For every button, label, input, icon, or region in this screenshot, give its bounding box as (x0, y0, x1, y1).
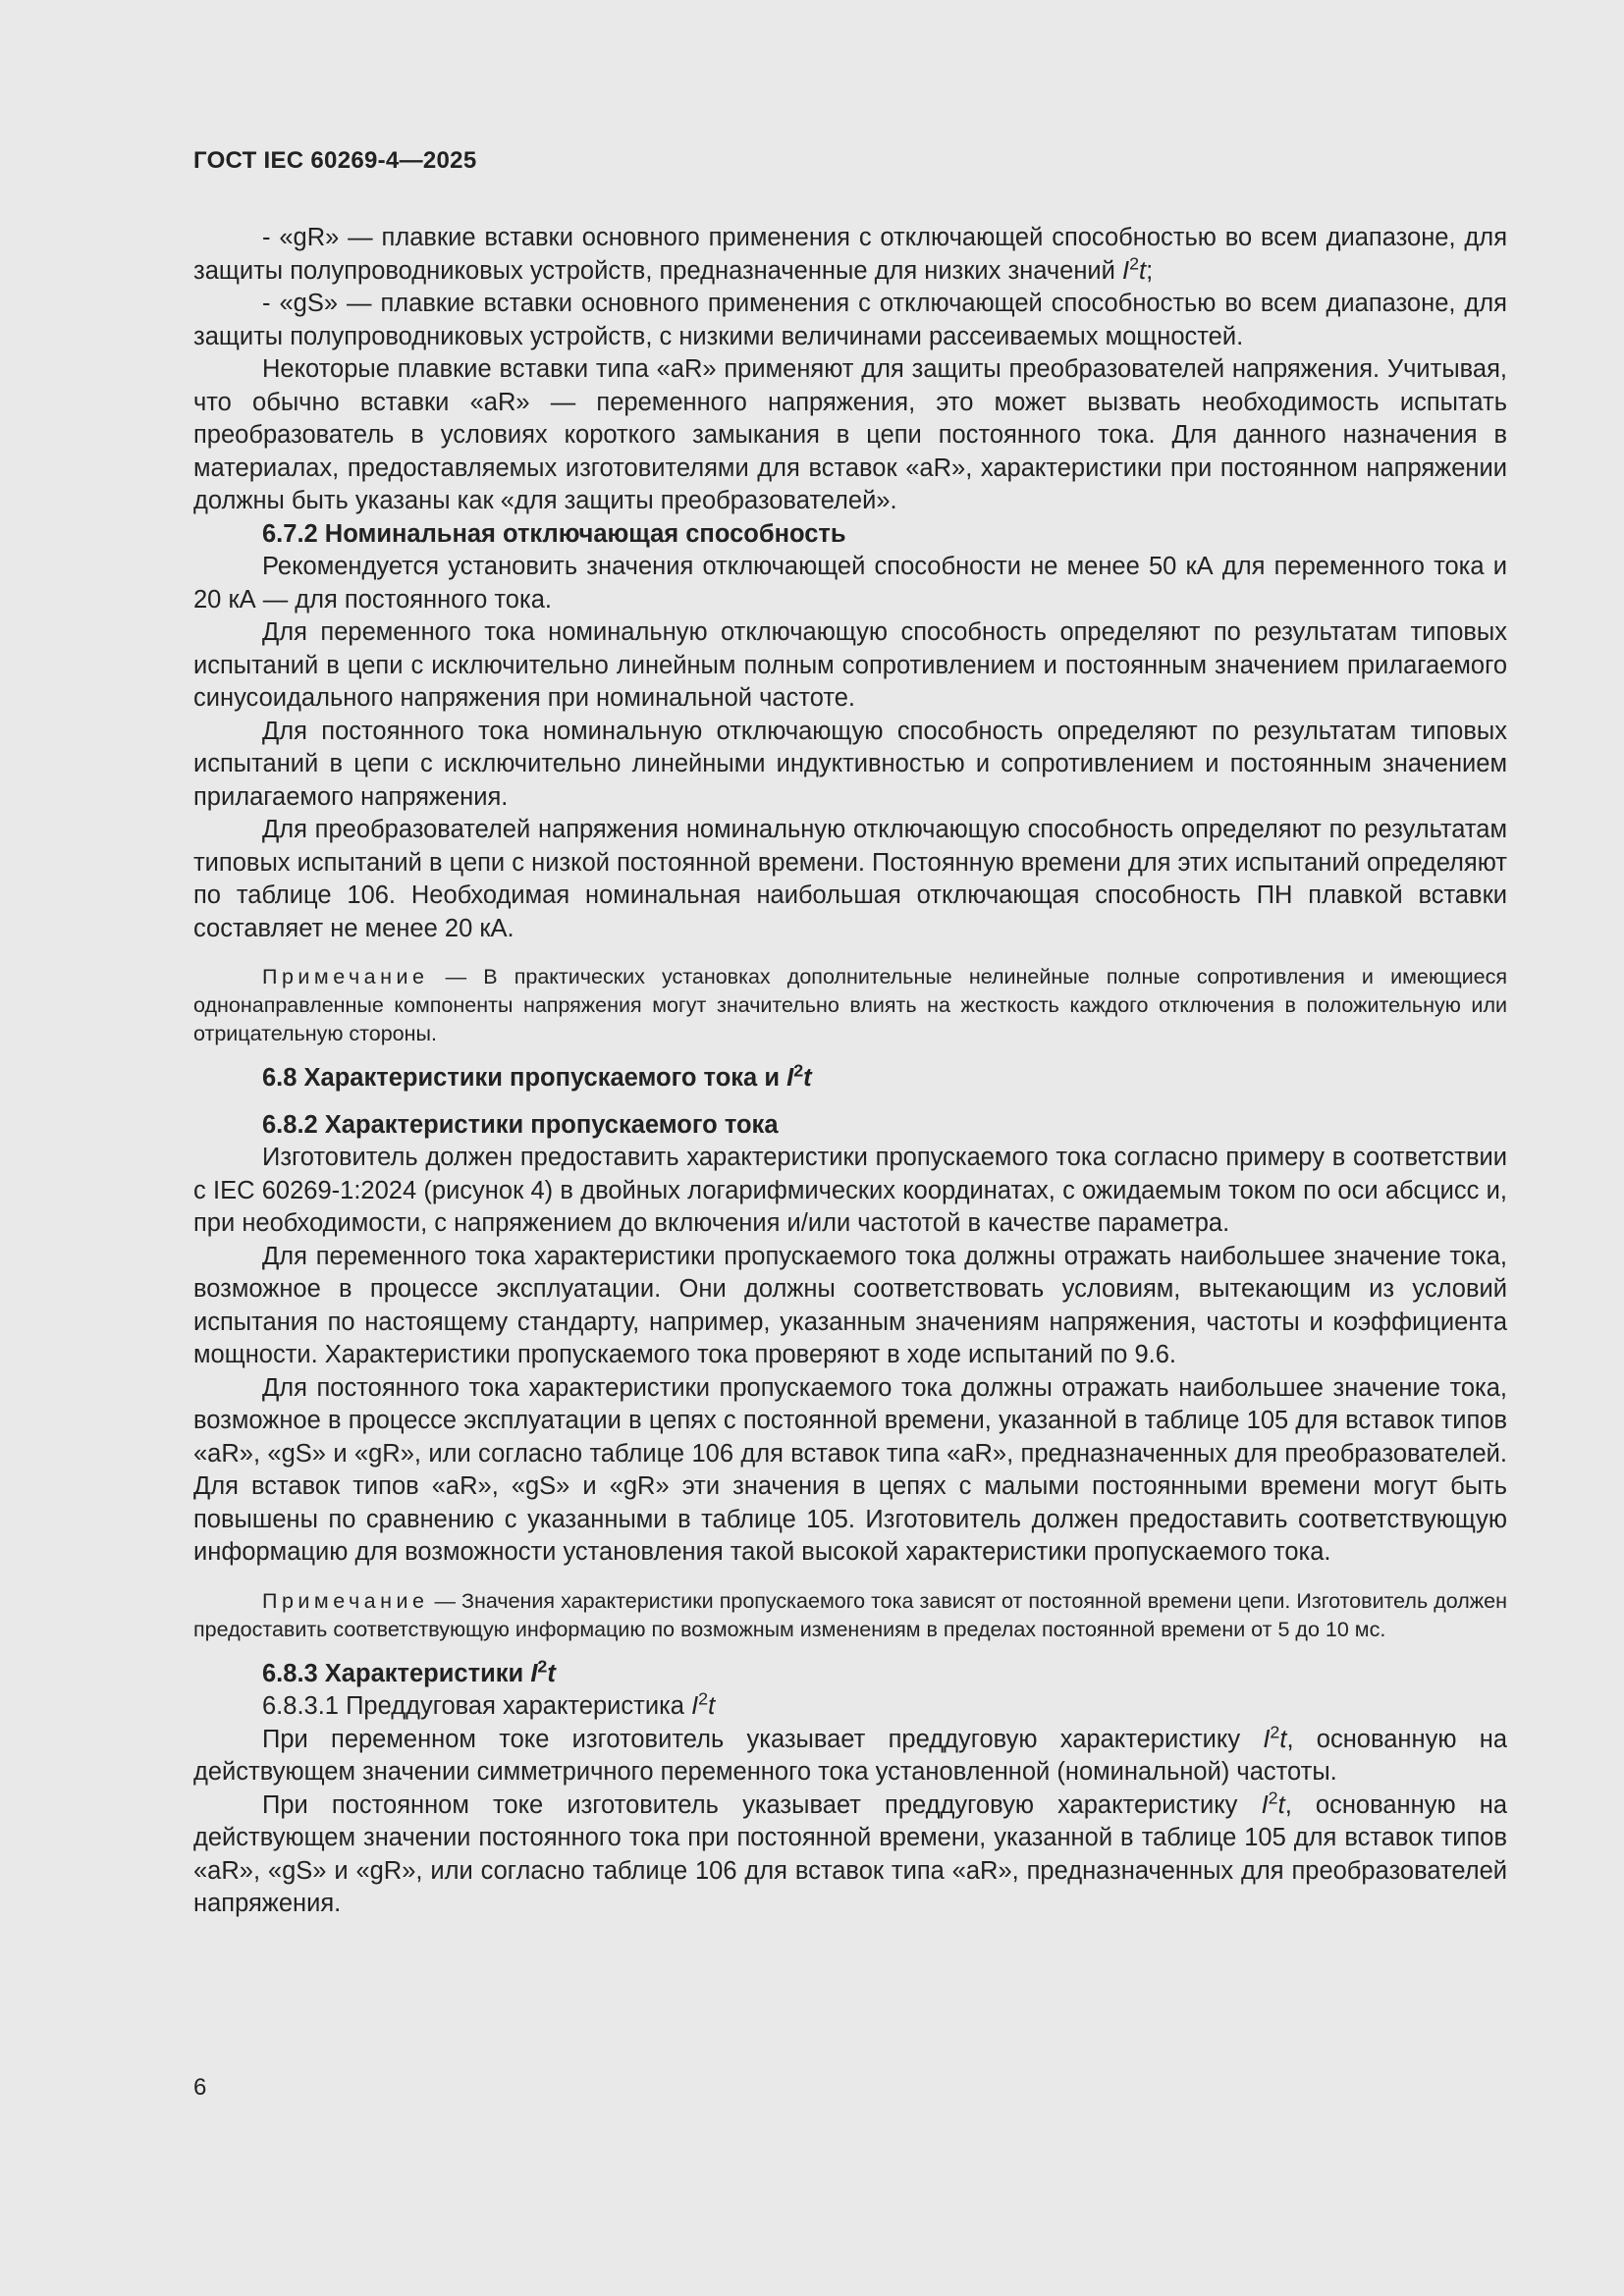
paragraph-dc-cutoff: Для постоянного тока характеристики пропускаемого тока должны отражать наибольшее значение тока, возможное в процессе эксплуатации в цепях с постоянной времени, указанной в таблице 105 для вставок типов «aR», «gS» и «gR», или согласно таблице 106 для вставок типа «aR», предназначенных для преобразователей. Для вставок типов «aR», «gS» и «gR» эти значения в цепях с малыми постоянными времени могут быть повышены по сравнению с указанными в таблице 105. Изготовитель должен предоставить соответствующую информацию для возможности установления такой высокой характеристики пропускаемого тока. (193, 1373, 1507, 1566)
paragraph-converter-capacity: Для преобразователей напряжения номинальную отключающую способность определяют по результатам типовых испытаний в цепи с низкой постоянной времени. Постоянную времени для этих испытаний определяют по таблице 106. Необходимая номинальная наибольшая отключающая способность ПН плавкой вставки составляет не менее 20 кА. (193, 816, 1507, 942)
paragraph-gr: - «gR» — плавкие вставки основного применения с отключающей способностью во всем диапазоне, для защиты полупроводниковых устройств, предназначенные для низких значений $I^2t$; (193, 224, 1507, 285)
paragraph-ac-cutoff: Для переменного тока характеристики пропускаемого тока должны отражать наибольшее значение тока, возможное в процессе эксплуатации. Они должны соответствовать условиям, вытекающим из условий испытания по настоящему стандарту, например, указанным значениям напряжения, частоты и коэффициента мощности. Характеристики пропускаемого тока проверяют в ходе испытаний по 9.6. (193, 1242, 1507, 1368)
paragraph-ac-prearcing: При переменном токе изготовитель указывает преддуговую характеристику $I^2t$, основанную на действующем значении симметричного переменного тока установленной (номинальной) частоты. (193, 1722, 1507, 1786)
paragraph-dc-capacity: Для постоянного тока номинальную отключающую способность определяют по результатам типовых испытаний в цепи с исключительно линейными индуктивностью и сопротивлением и постоянным значением прилагаемого напряжения. (193, 717, 1507, 811)
note-2: Примечание — Значения характеристики пропускаемого тока зависят от постоянной времени цепи. Изготовитель должен предоставить соответствующую информацию по возможным изменениям в пределах постоянной времени от 5 до 10 мс. (193, 1588, 1507, 1641)
note-1: Примечание — В практических установках дополнительные нелинейные полные сопротивления и имеющиеся однонаправленные компоненты напряжения могут значительно влиять на жесткость каждого отключения в положительную или отрицательную стороны. (193, 965, 1507, 1045)
paragraph-ac-capacity: Для переменного тока номинальную отключающую способность определяют по результатам типовых испытаний в цепи с исключительно линейным полным сопротивлением и постоянным значением прилагаемого синусоидального напряжения при номинальной частоте. (193, 618, 1507, 712)
heading-6-8-2: 6.8.2 Характеристики пропускаемого тока (262, 1110, 779, 1139)
heading-6-8-3-1: 6.8.3.1 Преддуговая характеристика $I^2t$ (262, 1688, 716, 1720)
paragraph-gs: - «gS» — плавкие вставки основного применения с отключающей способностью во всем диапазоне, для защиты полупроводниковых устройств, с низкими величинами рассеиваемых мощностей. (193, 290, 1507, 350)
note-label: Примечание (262, 1588, 429, 1613)
paragraph-ar-converters: Некоторые плавкие вставки типа «aR» применяют для защиты преобразователей напряжения. Учитывая, что обычно вставки «aR» — переменного напряжения, это может вызвать необходимость испытать преобразователь в условиях короткого замыкания в цепи постоянного тока. Для данного назначения в материалах, предоставляемых изготовителями для вставок «aR», характеристики при постоянном напряжении должны быть указаны как «для защиты преобразователей». (193, 355, 1507, 514)
document-page (193, 147, 1507, 1921)
paragraph-cutoff-characteristics: Изготовитель должен предоставить характеристики пропускаемого тока согласно примеру в соответствии с IEC 60269-1:2024 (рисунок 4) в двойных логарифмических координатах, с ожидаемым током по оси абсцисс и, при необходимости, с напряжением до включения и/или частотой в качестве параметра. (193, 1144, 1507, 1237)
heading-6-8-3: 6.8.3 Характеристики $I^2t$ (262, 1656, 556, 1687)
note-label: Примечание (262, 965, 429, 988)
heading-6-7-2: 6.7.2 Номинальная отключающая способность (262, 519, 846, 548)
paragraph-dc-prearcing: При постоянном токе изготовитель указывает преддуговую характеристику $I^2t$, основанную на действующем значении постоянного тока при постоянной времени, указанной в таблице 105 для вставок типов «aR», «gS» и «gR», или согласно таблице 106 для вставок типа «aR», предназначенных для преобразователей напряжения. (193, 1788, 1507, 1917)
document-header: ГОСТ IEC 60269-4—2025 (193, 147, 477, 174)
paragraph-breaking-capacity: Рекомендуется установить значения отключающей способности не менее 50 кА для переменного тока и 20 кА — для постоянного тока. (193, 553, 1507, 614)
heading-6-8: 6.8 Характеристики пропускаемого тока и $I^2t$ (262, 1060, 812, 1092)
page-number: 6 (193, 2074, 207, 2101)
